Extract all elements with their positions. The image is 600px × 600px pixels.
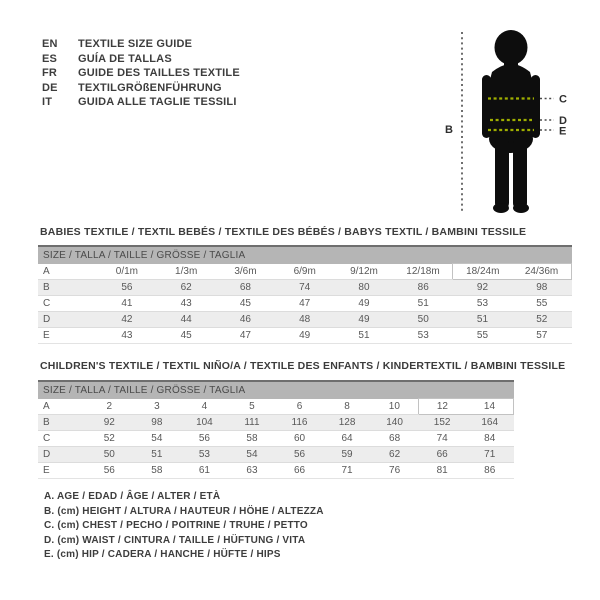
table-header: SIZE / TALLA / TAILLE / GRÖSSE / TAGLIA (38, 246, 572, 264)
language-row (42, 95, 240, 110)
table-header-row (38, 381, 514, 399)
table-row (38, 264, 572, 280)
table-cell: 66 (276, 463, 324, 479)
legend-line-e: E. (cm) HIP / CADERA / HANCHE / HÜFTE / HIPS (44, 549, 281, 561)
language-code: DE (42, 81, 58, 94)
table-cell: 66 (418, 447, 466, 463)
label-e: E (559, 125, 567, 138)
babies-table-container (38, 245, 572, 344)
table-row (38, 447, 514, 463)
table-cell: 3 (133, 399, 181, 415)
table-cell: 56 (97, 280, 156, 296)
table-row (38, 328, 572, 344)
table-cell: 46 (216, 312, 275, 328)
table-cell: 64 (323, 431, 371, 447)
label-b: B (445, 124, 453, 136)
table-cell: 56 (276, 447, 324, 463)
table-cell: 116 (276, 415, 324, 431)
language-title: TEXTILE SIZE GUIDE (78, 38, 193, 50)
table-cell: 58 (133, 463, 181, 479)
language-row (42, 52, 240, 67)
table-cell: 1/3m (157, 264, 216, 280)
table-row (38, 312, 572, 328)
table-cell: 10 (371, 399, 419, 415)
table-cell: 104 (181, 415, 229, 431)
language-title-list (42, 37, 240, 110)
table-cell: 52 (512, 312, 571, 328)
table-cell: 49 (275, 328, 334, 344)
language-code: ES (42, 52, 58, 65)
table-cell: 128 (323, 415, 371, 431)
table-cell: 58 (228, 431, 276, 447)
table-cell: 54 (133, 431, 181, 447)
table-cell: 74 (275, 280, 334, 296)
legend-line-a: A. AGE / EDAD / ÂGE / ALTER / ETÀ (44, 491, 221, 502)
table-cell: 71 (466, 447, 514, 463)
table-cell: 81 (418, 463, 466, 479)
children-section-title: CHILDREN'S TEXTILE / TEXTIL NIÑO/A / TEXTILE DES ENFANTS / KINDERTEXTIL / BAMBINI TESSILE (40, 360, 566, 372)
table-cell: 86 (466, 463, 514, 479)
table-cell: 12 (418, 399, 466, 415)
row-label: A (38, 264, 97, 280)
table-cell: 44 (157, 312, 216, 328)
table-cell: 140 (371, 415, 419, 431)
table-cell: 47 (275, 296, 334, 312)
table-cell: 68 (371, 431, 419, 447)
language-code: IT (42, 96, 53, 108)
row-label: E (38, 328, 97, 344)
table-cell: 2 (86, 399, 134, 415)
table-cell: 43 (157, 296, 216, 312)
table-cell: 61 (181, 463, 229, 479)
table-cell: 111 (228, 415, 276, 431)
table-cell: 51 (394, 296, 453, 312)
table-cell: 49 (334, 312, 393, 328)
table-cell: 74 (418, 431, 466, 447)
table-cell: 164 (466, 415, 514, 431)
row-label: D (38, 312, 97, 328)
table-cell: 55 (453, 328, 512, 344)
table-cell: 53 (181, 447, 229, 463)
table-cell: 49 (334, 296, 393, 312)
language-row (42, 66, 240, 81)
measurement-diagram (440, 20, 575, 220)
language-title: GUIDA ALLE TAGLIE TESSILI (78, 96, 237, 108)
language-row (42, 37, 240, 52)
legend-line-d: D. (cm) WAIST / CINTURA / TAILLE / HÜFTUNG / VITA (44, 534, 306, 546)
table-header: SIZE / TALLA / TAILLE / GRÖSSE / TAGLIA (38, 381, 514, 399)
table-cell: 57 (512, 328, 571, 344)
children-table-container (38, 380, 514, 479)
table-cell: 55 (512, 296, 571, 312)
table-cell: 71 (323, 463, 371, 479)
table-cell: 56 (86, 463, 134, 479)
table-cell: 84 (466, 431, 514, 447)
label-c: C (559, 93, 567, 106)
legend-line-b: B. (cm) HEIGHT / ALTURA / HAUTEUR / HÖHE / ALTEZZA (44, 505, 324, 517)
table-cell: 8 (323, 399, 371, 415)
table-cell: 76 (371, 463, 419, 479)
table-row (38, 280, 572, 296)
table-cell: 18/24m (453, 264, 512, 280)
table-cell: 53 (453, 296, 512, 312)
table-cell: 41 (97, 296, 156, 312)
table-cell: 48 (275, 312, 334, 328)
legend-line-c: C. (cm) CHEST / PECHO / POITRINE / TRUHE / PETTO (44, 520, 308, 532)
table-cell: 60 (276, 431, 324, 447)
table-cell: 6/9m (275, 264, 334, 280)
table-cell: 3/6m (216, 264, 275, 280)
label-d: D (559, 115, 567, 127)
table-cell: 12/18m (394, 264, 453, 280)
table-cell: 5 (228, 399, 276, 415)
language-code: EN (42, 38, 58, 50)
table-cell: 54 (228, 447, 276, 463)
table-cell: 62 (157, 280, 216, 296)
table-header-row (38, 246, 572, 264)
language-title: GUÍA DE TALLAS (78, 52, 172, 65)
table-row (38, 431, 514, 447)
language-title: TEXTILGRÖßENFÜHRUNG (78, 81, 222, 94)
table-cell: 98 (133, 415, 181, 431)
child-figure-diagram (440, 20, 575, 220)
table-cell: 52 (86, 431, 134, 447)
table-cell: 62 (371, 447, 419, 463)
row-label: D (38, 447, 86, 463)
table-cell: 0/1m (97, 264, 156, 280)
table-cell: 45 (216, 296, 275, 312)
children-size-table (38, 380, 514, 479)
row-label: B (38, 415, 86, 431)
table-cell: 43 (97, 328, 156, 344)
table-cell: 50 (394, 312, 453, 328)
babies-section-title: BABIES TEXTILE / TEXTIL BEBÉS / TEXTILE DES BÉBÉS / BABYS TEXTIL / BAMBINI TESSILE (40, 226, 527, 238)
table-cell: 51 (453, 312, 512, 328)
table-cell: 50 (86, 447, 134, 463)
table-cell: 6 (276, 399, 324, 415)
table-row (38, 463, 514, 479)
table-cell: 86 (394, 280, 453, 296)
table-cell: 152 (418, 415, 466, 431)
language-row (42, 81, 240, 96)
babies-size-table (38, 245, 572, 344)
table-cell: 68 (216, 280, 275, 296)
table-cell: 9/12m (334, 264, 393, 280)
measurement-legend (44, 490, 324, 563)
table-cell: 51 (334, 328, 393, 344)
table-cell: 14 (466, 399, 514, 415)
table-cell: 80 (334, 280, 393, 296)
table-row (38, 296, 572, 312)
table-cell: 92 (453, 280, 512, 296)
table-cell: 92 (86, 415, 134, 431)
language-title: GUIDE DES TAILLES TEXTILE (78, 67, 240, 79)
table-cell: 59 (323, 447, 371, 463)
table-row (38, 399, 514, 415)
table-cell: 53 (394, 328, 453, 344)
table-cell: 42 (97, 312, 156, 328)
table-cell: 24/36m (512, 264, 571, 280)
child-silhouette (482, 30, 540, 213)
row-label: E (38, 463, 86, 479)
table-cell: 47 (216, 328, 275, 344)
table-cell: 45 (157, 328, 216, 344)
row-label: C (38, 296, 97, 312)
table-cell: 63 (228, 463, 276, 479)
table-cell: 4 (181, 399, 229, 415)
row-label: B (38, 280, 97, 296)
row-label: C (38, 431, 86, 447)
table-cell: 98 (512, 280, 571, 296)
table-cell: 51 (133, 447, 181, 463)
table-row (38, 415, 514, 431)
row-label: A (38, 399, 86, 415)
language-code: FR (42, 67, 58, 79)
table-cell: 56 (181, 431, 229, 447)
